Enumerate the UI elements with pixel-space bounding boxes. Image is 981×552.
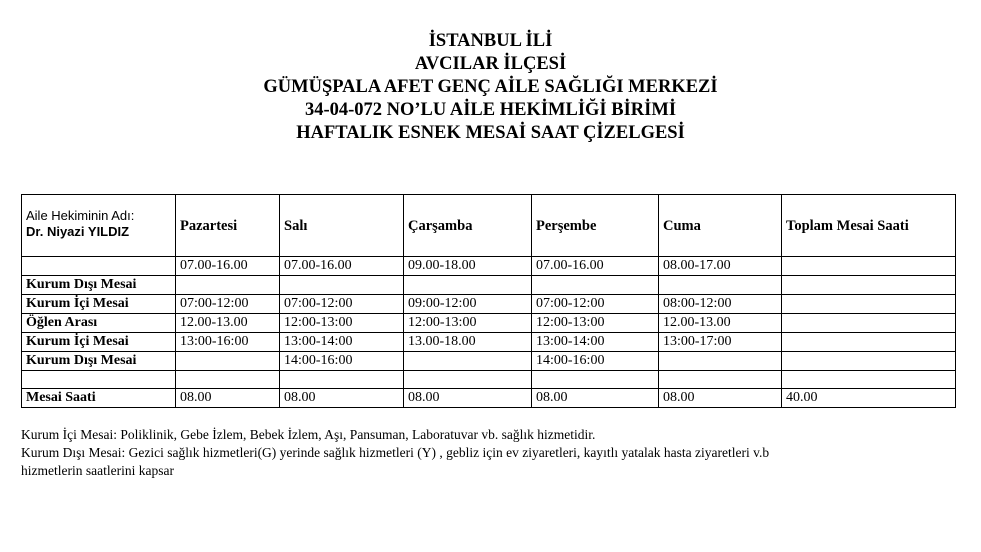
table-cell: 08.00	[659, 389, 782, 408]
row-label: Kurum Dışı Mesai	[22, 352, 176, 371]
table-cell	[782, 333, 956, 352]
doctor-label: Aile Hekiminin Adı:	[26, 208, 135, 223]
hours-cell	[782, 257, 956, 276]
day-header: Salı	[280, 195, 404, 257]
table-cell: 14:00-16:00	[280, 352, 404, 371]
table-cell: 07:00-12:00	[280, 295, 404, 314]
table-cell: 08.00	[404, 389, 532, 408]
document-header	[0, 30, 981, 145]
table-cell: 13:00-14:00	[280, 333, 404, 352]
table-cell	[782, 314, 956, 333]
table-cell: 08.00	[532, 389, 659, 408]
table-cell: 07:00-12:00	[176, 295, 280, 314]
empty-cell	[280, 371, 404, 389]
schedule-table	[21, 194, 956, 408]
schedule-title: HAFTALIK ESNEK MESAİ SAAT ÇİZELGESİ	[296, 123, 685, 143]
day-header: Cuma	[659, 195, 782, 257]
table-cell	[176, 276, 280, 295]
table-cell: 13:00-17:00	[659, 333, 782, 352]
table-header-row	[22, 195, 956, 257]
doctor-name: Dr. Niyazi YILDIZ	[26, 224, 130, 239]
hours-cell: 08.00-17.00	[659, 257, 782, 276]
table-cell	[782, 295, 956, 314]
table-cell: 13:00-14:00	[532, 333, 659, 352]
hours-cell: 07.00-16.00	[532, 257, 659, 276]
table-cell: 12.00-13.00	[659, 314, 782, 333]
table-cell: 14:00-16:00	[532, 352, 659, 371]
table-cell: 08:00-12:00	[659, 295, 782, 314]
empty-cell	[404, 371, 532, 389]
day-header: Pazartesi	[176, 195, 280, 257]
note-internal: Kurum İçi Mesai: Poliklinik, Gebe İzlem, Bebek İzlem, Aşı, Pansuman, Laboratuvar vb. sağlık hizmetidir.	[21, 427, 596, 442]
row-label: Kurum İçi Mesai	[22, 295, 176, 314]
hours-cell: 07.00-16.00	[280, 257, 404, 276]
district-title: AVCILAR İLÇESİ	[414, 54, 567, 74]
unit-title: 34-04-072 NO’LU AİLE HEKİMLİĞİ BİRİMİ	[304, 100, 677, 120]
table-row	[22, 333, 956, 352]
table-cell	[280, 276, 404, 295]
note-external: Kurum Dışı Mesai: Gezici sağlık hizmetleri(G) yerinde sağlık hizmetleri (Y) , gebliz için ev ziyaretleri, kayıtlı yatalak hasta ziyaretleri v.b	[21, 445, 770, 460]
empty-cell	[176, 371, 280, 389]
table-cell	[782, 276, 956, 295]
table-cell: 07:00-12:00	[532, 295, 659, 314]
day-header: Çarşamba	[404, 195, 532, 257]
table-cell	[176, 352, 280, 371]
table-cell: 08.00	[280, 389, 404, 408]
row-label: Öğlen Arası	[22, 314, 176, 333]
note-external-cont: hizmetlerin saatlerini kapsar	[21, 463, 174, 478]
table-row	[22, 276, 956, 295]
table-cell: 13:00-16:00	[176, 333, 280, 352]
row-label: Kurum Dışı Mesai	[22, 276, 176, 295]
working-hours-row	[22, 257, 956, 276]
row-label: Mesai Saati	[22, 389, 176, 408]
table-row	[22, 295, 956, 314]
doctor-cell	[22, 195, 176, 257]
table-cell: 09:00-12:00	[404, 295, 532, 314]
empty-row	[22, 371, 956, 389]
hours-cell: 07.00-16.00	[176, 257, 280, 276]
notes	[21, 426, 961, 480]
table-cell	[659, 352, 782, 371]
empty-cell	[22, 371, 176, 389]
total-row	[22, 389, 956, 408]
hours-cell: 09.00-18.00	[404, 257, 532, 276]
table-cell: 08.00	[176, 389, 280, 408]
table-cell	[404, 276, 532, 295]
empty-cell	[22, 257, 176, 276]
total-hours-cell: 40.00	[782, 389, 956, 408]
table-cell: 13.00-18.00	[404, 333, 532, 352]
empty-cell	[659, 371, 782, 389]
empty-cell	[782, 371, 956, 389]
table-cell: 12.00-13.00	[176, 314, 280, 333]
day-header: Perşembe	[532, 195, 659, 257]
center-title: GÜMÜŞPALA AFET GENÇ AİLE SAĞLIĞI MERKEZİ	[263, 77, 718, 97]
row-label: Kurum İçi Mesai	[22, 333, 176, 352]
table-cell	[659, 276, 782, 295]
table-cell: 12:00-13:00	[404, 314, 532, 333]
province-title: İSTANBUL İLİ	[428, 31, 553, 51]
table-cell: 12:00-13:00	[532, 314, 659, 333]
table-cell	[404, 352, 532, 371]
table-cell	[532, 276, 659, 295]
empty-cell	[532, 371, 659, 389]
table-row	[22, 352, 956, 371]
table-cell	[782, 352, 956, 371]
table-cell: 12:00-13:00	[280, 314, 404, 333]
total-hours-header: Toplam Mesai Saati	[782, 195, 956, 257]
table-row	[22, 314, 956, 333]
